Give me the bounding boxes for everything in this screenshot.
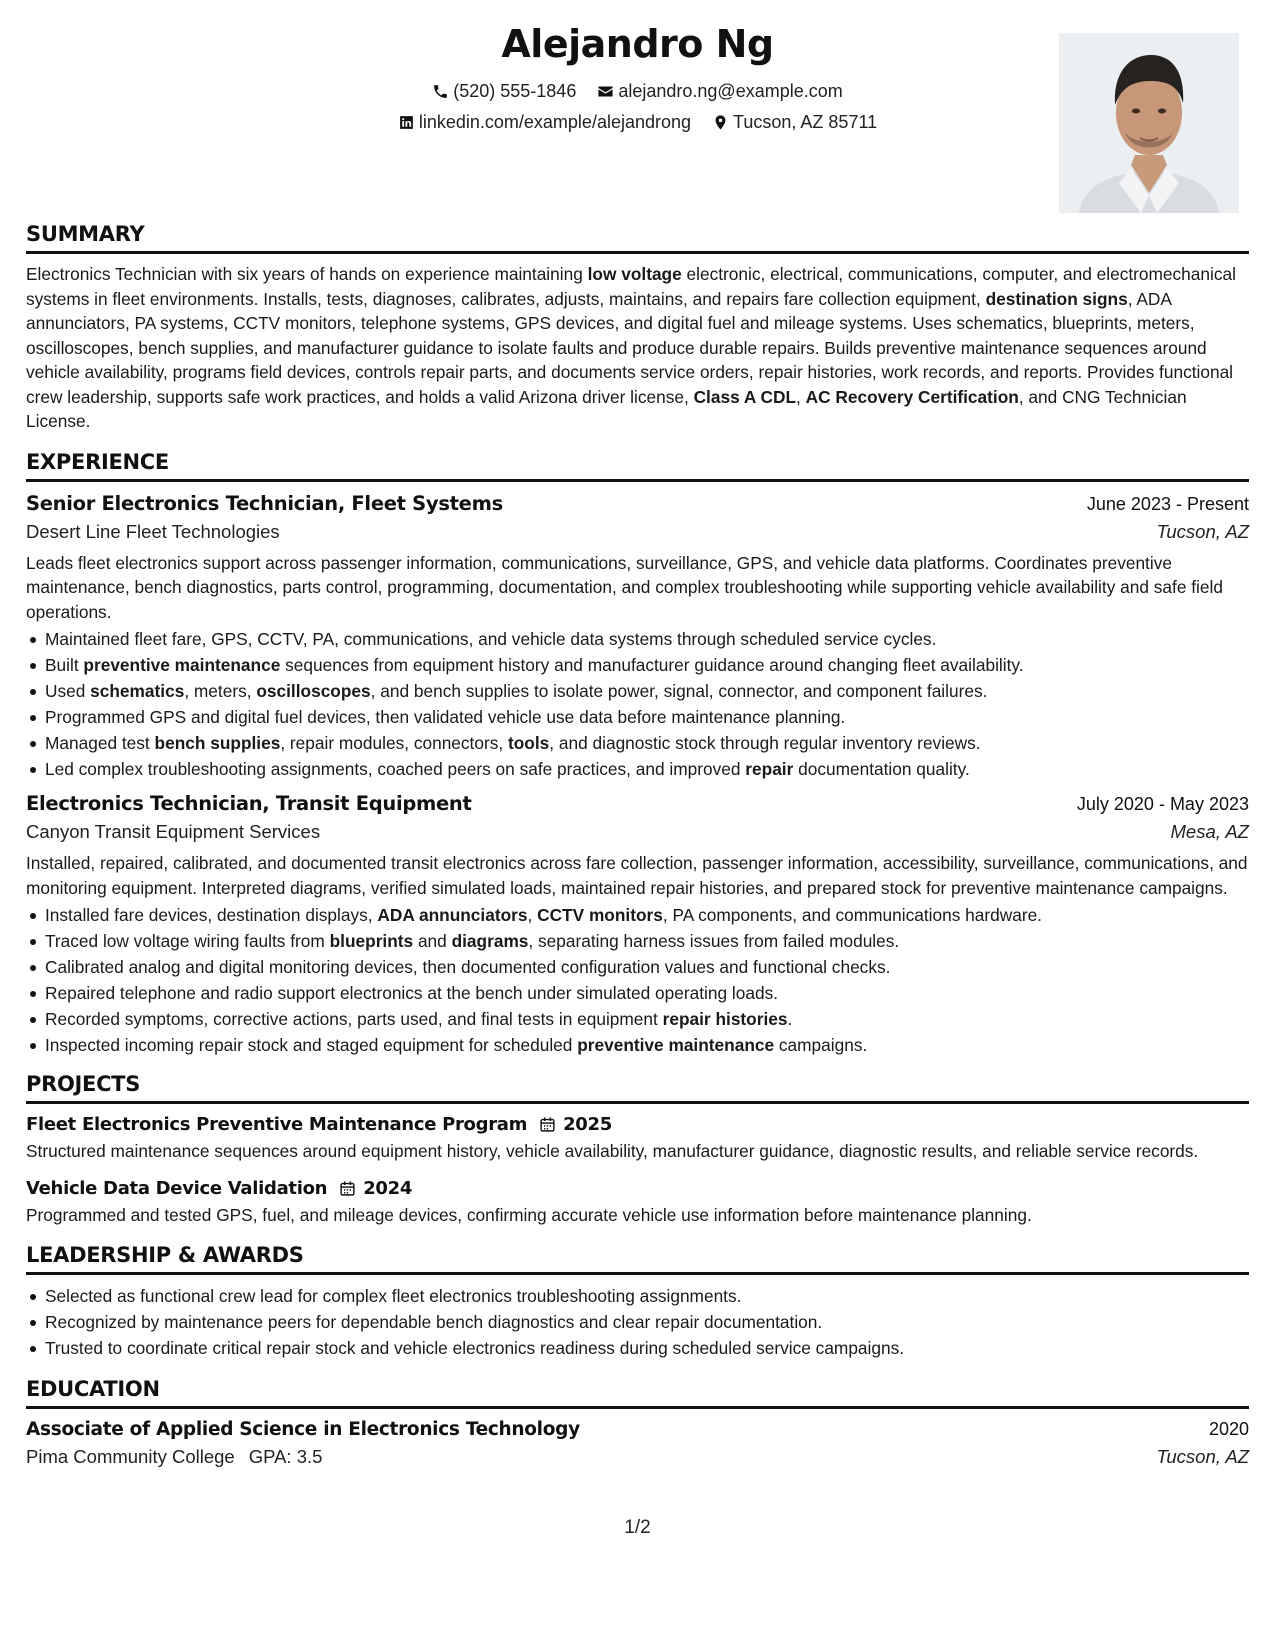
profile-photo	[1059, 33, 1239, 213]
job-bullets	[26, 626, 1249, 782]
job-entry	[26, 492, 1249, 783]
job-title: Electronics Technician, Transit Equipment	[26, 792, 472, 815]
phone-icon	[432, 83, 449, 100]
contact-email[interactable]	[597, 81, 842, 102]
page-number: 1/2	[624, 1517, 651, 1538]
section-title-experience: EXPERIENCE	[26, 450, 1249, 482]
list-item: Built preventive maintenance sequences from equipment history and manufacturer guidance around changing fleet availability.	[26, 652, 1249, 678]
job-description: Installed, repaired, calibrated, and documented transit electronics across fare collection, passenger information, accessibility, surveillance, communications, and monitoring equipment. Interpreted diagrams, verified simulated loads, maintained repair histories, and prepared stock for preventive maintenance campaigns.	[26, 853, 1248, 898]
school-info	[26, 1446, 322, 1468]
job-entry	[26, 792, 1249, 1058]
map-pin-icon	[712, 114, 729, 131]
resume-header	[26, 0, 1249, 222]
job-location: Mesa, AZ	[1170, 821, 1249, 842]
section-title-leadership: LEADERSHIP & AWARDS	[26, 1243, 1249, 1275]
gpa: GPA: 3.5	[248, 1446, 323, 1467]
project-year: 2025	[563, 1114, 612, 1135]
list-item: Installed fare devices, destination displays, ADA annunciators, CCTV monitors, PA components, and communications hardware.	[26, 902, 1249, 928]
list-item: Trusted to coordinate critical repair stock and vehicle electronics readiness during scheduled service campaigns.	[26, 1335, 1249, 1361]
list-item: Calibrated analog and digital monitoring devices, then documented configuration values and functional checks.	[26, 954, 1249, 980]
summary-text: Electronics Technician with six years of hands on experience maintaining low voltage electronic, electrical, communications, computer, and electromechanical systems in fleet environments. Installs, tests, diagnoses, calibrates, adjusts, maintains, and repairs fare collection equipment, destination signs, ADA annunciators, PA systems, CCTV monitors, telephone systems, GPS devices, and digital fuel and mileage systems. Uses schematics, blueprints, meters, oscilloscopes, bench supplies, and manufacturer guidance to isolate faults and produce durable repairs. Builds preventive maintenance sequences around vehicle availability, programs field devices, controls repair parts, and documents service orders, repair histories, work records, and reports. Provides functional crew leadership, supports safe work practices, and holds a valid Arizona driver license, Class A CDL, AC Recovery Certification, and CNG Technician License.	[26, 264, 1236, 431]
phone-text: (520) 555-1846	[453, 81, 577, 101]
job-date: June 2023 - Present	[1086, 493, 1249, 514]
leadership-bullets	[26, 1283, 1249, 1361]
contact-linkedin[interactable]	[398, 112, 691, 133]
job-description: Leads fleet electronics support across passenger information, communications, surveillance, GPS, and vehicle data platforms. Coordinates preventive maintenance, bench diagnostics, parts control, programming, documentation, and complex troubleshooting while supporting vehicle availability and safe field operations.	[26, 552, 1223, 622]
list-item: Traced low voltage wiring faults from blueprints and diagrams, separating harness issues from failed modules.	[26, 928, 1249, 954]
project-description: Structured maintenance sequences around equipment history, vehicle availability, manufacturer guidance, diagnostic results, and reliable service records.	[26, 1141, 1199, 1161]
job-date: July 2020 - May 2023	[1076, 794, 1249, 814]
resume-page	[26, 0, 1249, 1650]
project-name: Vehicle Data Device Validation	[26, 1177, 328, 1199]
section-title-summary: SUMMARY	[26, 222, 1249, 254]
contact-location	[712, 112, 877, 133]
project-name: Fleet Electronics Preventive Maintenance Program	[26, 1114, 528, 1135]
list-item: Inspected incoming repair stock and staged equipment for scheduled preventive maintenance campaigns.	[26, 1032, 1249, 1058]
envelope-icon	[597, 83, 614, 100]
list-item: Recognized by maintenance peers for dependable bench diagnostics and clear repair documentation.	[26, 1309, 1249, 1335]
experience-section	[26, 450, 1249, 1059]
candidate-name: Alejandro Ng	[501, 22, 774, 66]
education-year: 2020	[1208, 1419, 1249, 1439]
linkedin-icon	[398, 114, 415, 131]
project-year: 2024	[363, 1177, 413, 1199]
section-title-education: EDUCATION	[26, 1377, 1249, 1409]
calendar-icon	[339, 1180, 356, 1197]
contact-phone	[432, 81, 576, 102]
degree-title: Associate of Applied Science in Electronics Technology	[26, 1419, 580, 1440]
list-item: Repaired telephone and radio support electronics at the bench under simulated operating loads.	[26, 980, 1249, 1006]
projects-section	[26, 1072, 1249, 1227]
project-description: Programmed and tested GPS, fuel, and mileage devices, confirming accurate vehicle use information before maintenance planning.	[26, 1204, 1032, 1225]
email-text[interactable]: alejandro.ng@example.com	[618, 81, 843, 101]
education-location: Tucson, AZ	[1156, 1446, 1249, 1467]
job-company: Canyon Transit Equipment Services	[26, 821, 321, 842]
job-location: Tucson, AZ	[1156, 520, 1249, 542]
project-entry	[26, 1178, 1249, 1228]
list-item: Selected as functional crew lead for complex fleet electronics troubleshooting assignments.	[26, 1283, 1249, 1309]
list-item: Led complex troubleshooting assignments, coached peers on safe practices, and improved repair documentation quality.	[26, 756, 1249, 782]
list-item: Recorded symptoms, corrective actions, parts used, and final tests in equipment repair histories.	[26, 1006, 1249, 1032]
education-section	[26, 1377, 1249, 1468]
school-name: Pima Community College	[26, 1446, 235, 1467]
list-item: Maintained fleet fare, GPS, CCTV, PA, communications, and vehicle data systems through scheduled service cycles.	[26, 626, 1249, 652]
list-item: Managed test bench supplies, repair modules, connectors, tools, and diagnostic stock through regular inventory reviews.	[26, 730, 1249, 756]
job-title: Senior Electronics Technician, Fleet Systems	[26, 491, 503, 515]
calendar-icon	[539, 1116, 556, 1133]
list-item: Programmed GPS and digital fuel devices, then validated vehicle use data before maintenance planning.	[26, 704, 1249, 730]
summary-section	[26, 222, 1249, 434]
list-item: Used schematics, meters, oscilloscopes, and bench supplies to isolate power, signal, connector, and component failures.	[26, 678, 1249, 704]
leadership-section	[26, 1243, 1249, 1361]
job-bullets	[26, 902, 1249, 1058]
section-title-projects: PROJECTS	[26, 1072, 1249, 1104]
linkedin-text[interactable]: linkedin.com/example/alejandrong	[418, 112, 692, 132]
location-text: Tucson, AZ 85711	[733, 112, 878, 132]
job-company: Desert Line Fleet Technologies	[26, 520, 280, 542]
project-entry	[26, 1114, 1249, 1164]
